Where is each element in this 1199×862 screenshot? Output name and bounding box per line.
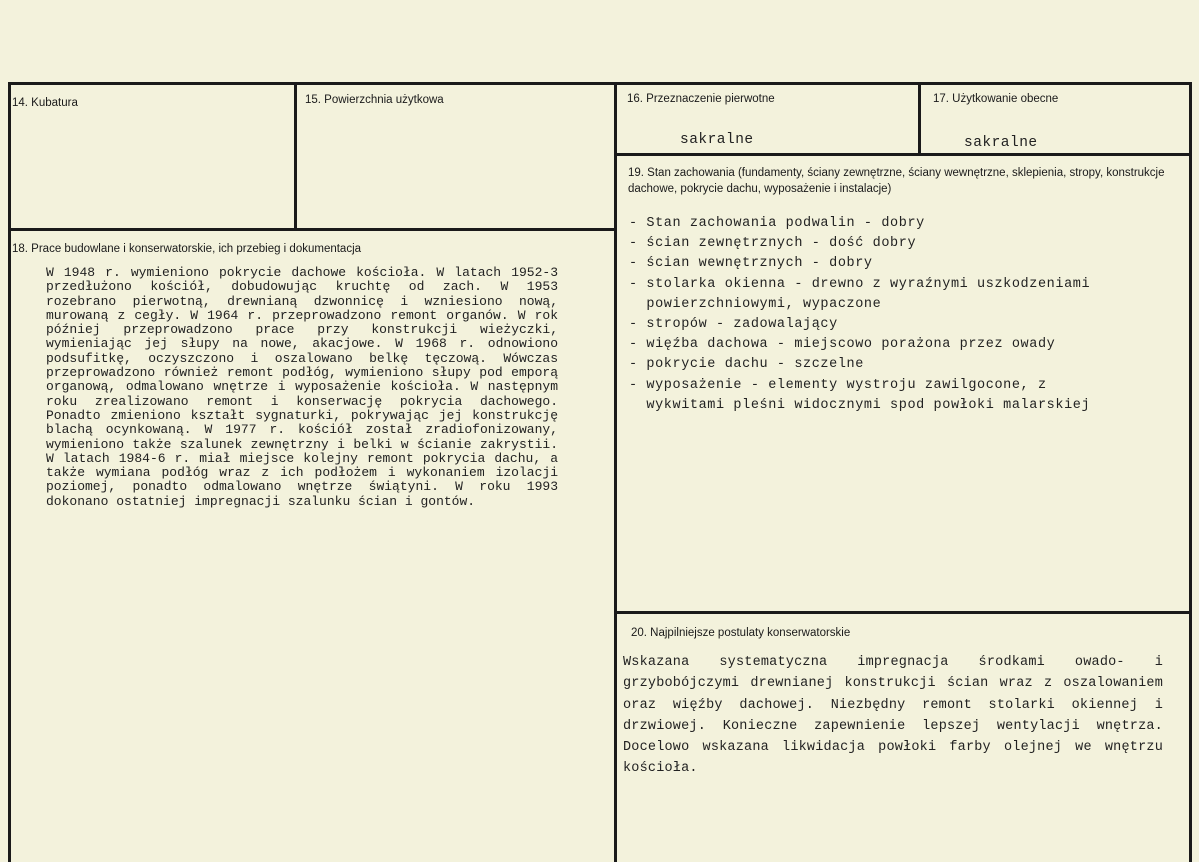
rule-center: [614, 82, 617, 862]
condition-line: powierzchniowymi, wypaczone: [629, 296, 882, 312]
condition-line: - wyposażenie - elementy wystroju zawilgocone, z: [629, 377, 1047, 393]
condition-line: - stropów - zadowalający: [629, 317, 838, 333]
field-20-text: Wskazana systematyczna impregnacja środkami owado- i grzybobójczymi drewnianej konstrukcji ścian wraz z oszalowaniem oraz więźby dachowej. Niezbędny remont stolarki okiennej i drzwiowej. Konieczne zapewnienie lepszej wentylacji wnętrza. Docelowo wskazana likwidacja powłoki farby olejnej we wnętrzu kościoła.: [623, 655, 1163, 777]
rule-14-15: [294, 82, 297, 230]
field-18-text: W 1948 r. wymieniono pokrycie dachowe kościoła. W latach 1952-3 przedłużono kościół, dobudowując kruchtę od zach. W 1953 rozebrano pierwotną, drewnianą dzwonnicę i wzniesiono nową, murowaną z cegły. W 1964 r. przeprowadzono remont organów. W rok później przeprowadzono prace przy konstrukcji wieżyczki, wymieniając jej słupy na nowe, akacjowe. W 1968 r. odnowiono podsufitkę, oczyszczono i oszalowano belkę tęczową. Wówczas przeprowadzono również remont podłóg, wymieniono słupy pod emporą organową, odmalowano wnętrze i wyposażenie kościoła. W następnym roku zrealizowano remont i konserwację pokrycia dachowego. Ponadto zmieniono kształt sygnaturki, pokrywając jej konstrukcję blachą ocynkowaną. W 1977 r. kościół został zradiofonizowany, wymieniono także szalunek zewnętrzny i belki w ścianie zakrystii. W latach 1984-6 r. miał miejsce kolejny remont pokrycia dachu, a także wymiana podłóg wraz z ich podłożem i wykonaniem izolacji poziomej, ponadto odmalowano wnętrze świątyni. W roku 1993 dokonano ostatniej impregnacji szalunku ścian i gontów.: [46, 265, 558, 509]
field-15-label: 15. Powierzchnia użytkowa: [305, 94, 444, 106]
condition-line: - pokrycie dachu - szczelne: [629, 357, 864, 373]
condition-line: wykwitami pleśni widocznymi spod powłoki malarskiej: [629, 397, 1091, 413]
field-19-label: 19. Stan zachowania (fundamenty, ściany zewnętrzne, ściany wewnętrzne, sklepienia, stropy, konstrukcje dachowe, pokrycie dachu, wyposażenie i instalacje): [628, 167, 1165, 195]
field-18-label: 18. Prace budowlane i konserwatorskie, ich przebieg i dokumentacja: [12, 243, 362, 255]
field-20-label: 20. Najpilniejsze postulaty konserwatorskie: [631, 627, 851, 639]
field-17-value: sakralne: [964, 135, 1038, 151]
condition-line: - ścian wewnętrznych - dobry: [629, 256, 873, 272]
rule-top: [8, 82, 1191, 85]
field-16-label: 16. Przeznaczenie pierwotne: [627, 93, 775, 105]
rule-left-edge: [8, 82, 11, 862]
field-16-value: sakralne: [680, 132, 754, 148]
rule-16-17: [918, 82, 921, 155]
condition-line: - ścian zewnętrznych - dość dobry: [629, 236, 917, 252]
field-14-label: 14. Kubatura: [12, 97, 78, 109]
rule-under-16-17: [616, 153, 1191, 156]
rule-under-19: [616, 611, 1191, 614]
field-17-label: 17. Użytkowanie obecne: [933, 93, 1059, 105]
condition-line: - stolarka okienna - drewno z wyraźnymi uszkodzeniami: [629, 276, 1091, 292]
rule-right-edge: [1189, 82, 1192, 862]
rule-under-14-15: [8, 228, 616, 231]
condition-line: - Stan zachowania podwalin - dobry: [629, 216, 925, 231]
field-19-list: [629, 214, 1090, 416]
condition-line: - więźba dachowa - miejscowo porażona przez owady: [629, 337, 1056, 353]
